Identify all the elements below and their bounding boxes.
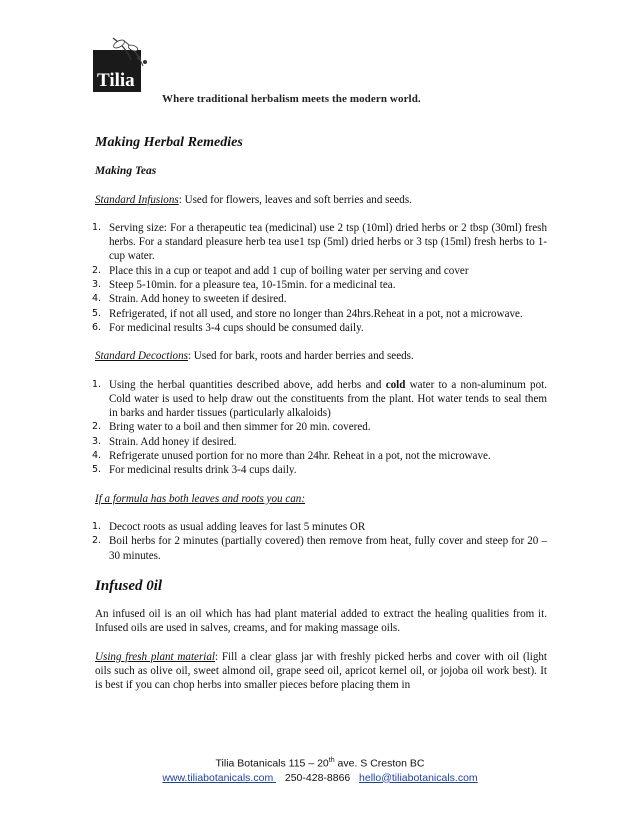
- address-text: ave. S Creston BC: [334, 757, 425, 770]
- decoction-steps-list: [95, 378, 547, 478]
- section-heading-teas: Making Teas: [95, 165, 157, 178]
- step-text: water to a non-aluminum pot. Cold water is used to help draw out the constituents from the plant. Hot water tends to seal them in barks and harder tissues (particularly alkaloids): [109, 378, 547, 420]
- tilia-logo: [93, 36, 155, 100]
- step-text: Using the herbal quantities described above, add herbs and: [109, 378, 386, 391]
- step-bold-text: cold: [385, 378, 406, 391]
- list-item: Boil herbs for 2 minutes (partially covered) then remove from heat, fully cover and steep for 20 –30 minutes.: [109, 535, 547, 562]
- page-footer: [0, 754, 640, 785]
- list-item: Refrigerate unused portion for no more than 24hr. Reheat in a pot, not the microwave.: [109, 450, 491, 463]
- decoctions-paragraph: [95, 349, 547, 363]
- formula-label: If a formula has both leaves and roots you can:: [95, 492, 306, 505]
- list-item: Steep 5-10min. for a pleasure tea, 10-15min. for a medicinal tea.: [109, 279, 396, 292]
- email-link[interactable]: hello@tiliabotanicals.com: [359, 771, 478, 784]
- fresh-material-label: Using fresh plant material: [95, 650, 216, 663]
- list-item: [95, 378, 547, 421]
- oil-intro-paragraph: An infused oil is an oil which has had plant material added to extract the healing qualities from it. Infused oils are used in salves, creams, and for making massage oils.: [95, 608, 547, 635]
- list-item: Strain. Add honey to sweeten if desired.: [109, 293, 287, 306]
- fresh-material-paragraph: [95, 650, 547, 693]
- decoctions-text: : Used for bark, roots and harder berries and seeds.: [187, 350, 414, 363]
- footer-contacts: [0, 771, 640, 785]
- decoctions-label: Standard Decoctions: [95, 350, 188, 363]
- list-item: Bring water to a boil and then simmer for 20 min. covered.: [109, 421, 371, 434]
- address-sup: th: [328, 757, 335, 764]
- logo-text: Tilia: [97, 70, 135, 91]
- page-title: Making Herbal Remedies: [95, 135, 243, 150]
- address-text: Tilia Botanicals 115 – 20: [215, 757, 329, 770]
- infusion-steps-list: [95, 221, 547, 335]
- list-item: Decoct roots as usual adding leaves for last 5 minutes OR: [109, 520, 366, 533]
- list-item: Place this in a cup or teapot and add 1 cup of boiling water per serving and cover: [109, 264, 469, 277]
- list-item: Refrigerated, if not all used, and store no longer than 24hrs.Reheat in a pot, not a microwave.: [109, 307, 523, 320]
- formula-paragraph: [95, 492, 547, 506]
- formula-steps-list: [95, 520, 547, 563]
- website-link[interactable]: www.tiliabotanicals.com: [162, 771, 277, 784]
- fresh-material-text: : Fill a clear glass jar with freshly picked herbs and cover with oil (light oils such as olive oil, sweet almond oil, grape seed oil, apricot kernel oil, or jojoba oil work best). It is best if you can chop herbs into smaller pieces before placing them in: [95, 650, 547, 692]
- list-item: Strain. Add honey if desired.: [109, 435, 237, 448]
- infusions-text: : Used for flowers, leaves and soft berries and seeds.: [178, 193, 412, 206]
- main-content: [95, 136, 547, 693]
- tagline: Where traditional herbalism meets the modern world.: [162, 93, 421, 105]
- phone-number: 250-428-8866: [284, 771, 351, 784]
- footer-address: [0, 754, 640, 771]
- list-item: Serving size: For a therapeutic tea (medicinal) use 2 tsp (10ml) dried herbs or 2 tbsp (30ml) fresh herbs. For a standard pleasure herb tea use1 tsp (5ml) dried herbs or 3 tsp (15ml) fresh herbs to 1-cup water.: [109, 221, 547, 263]
- list-item: For medicinal results drink 3-4 cups daily.: [109, 464, 297, 477]
- infusions-label: Standard Infusions: [95, 193, 179, 206]
- infusions-paragraph: [95, 193, 547, 207]
- list-item: For medicinal results 3-4 cups should be consumed daily.: [109, 321, 364, 334]
- section-heading-oil: Infused 0il: [95, 577, 163, 594]
